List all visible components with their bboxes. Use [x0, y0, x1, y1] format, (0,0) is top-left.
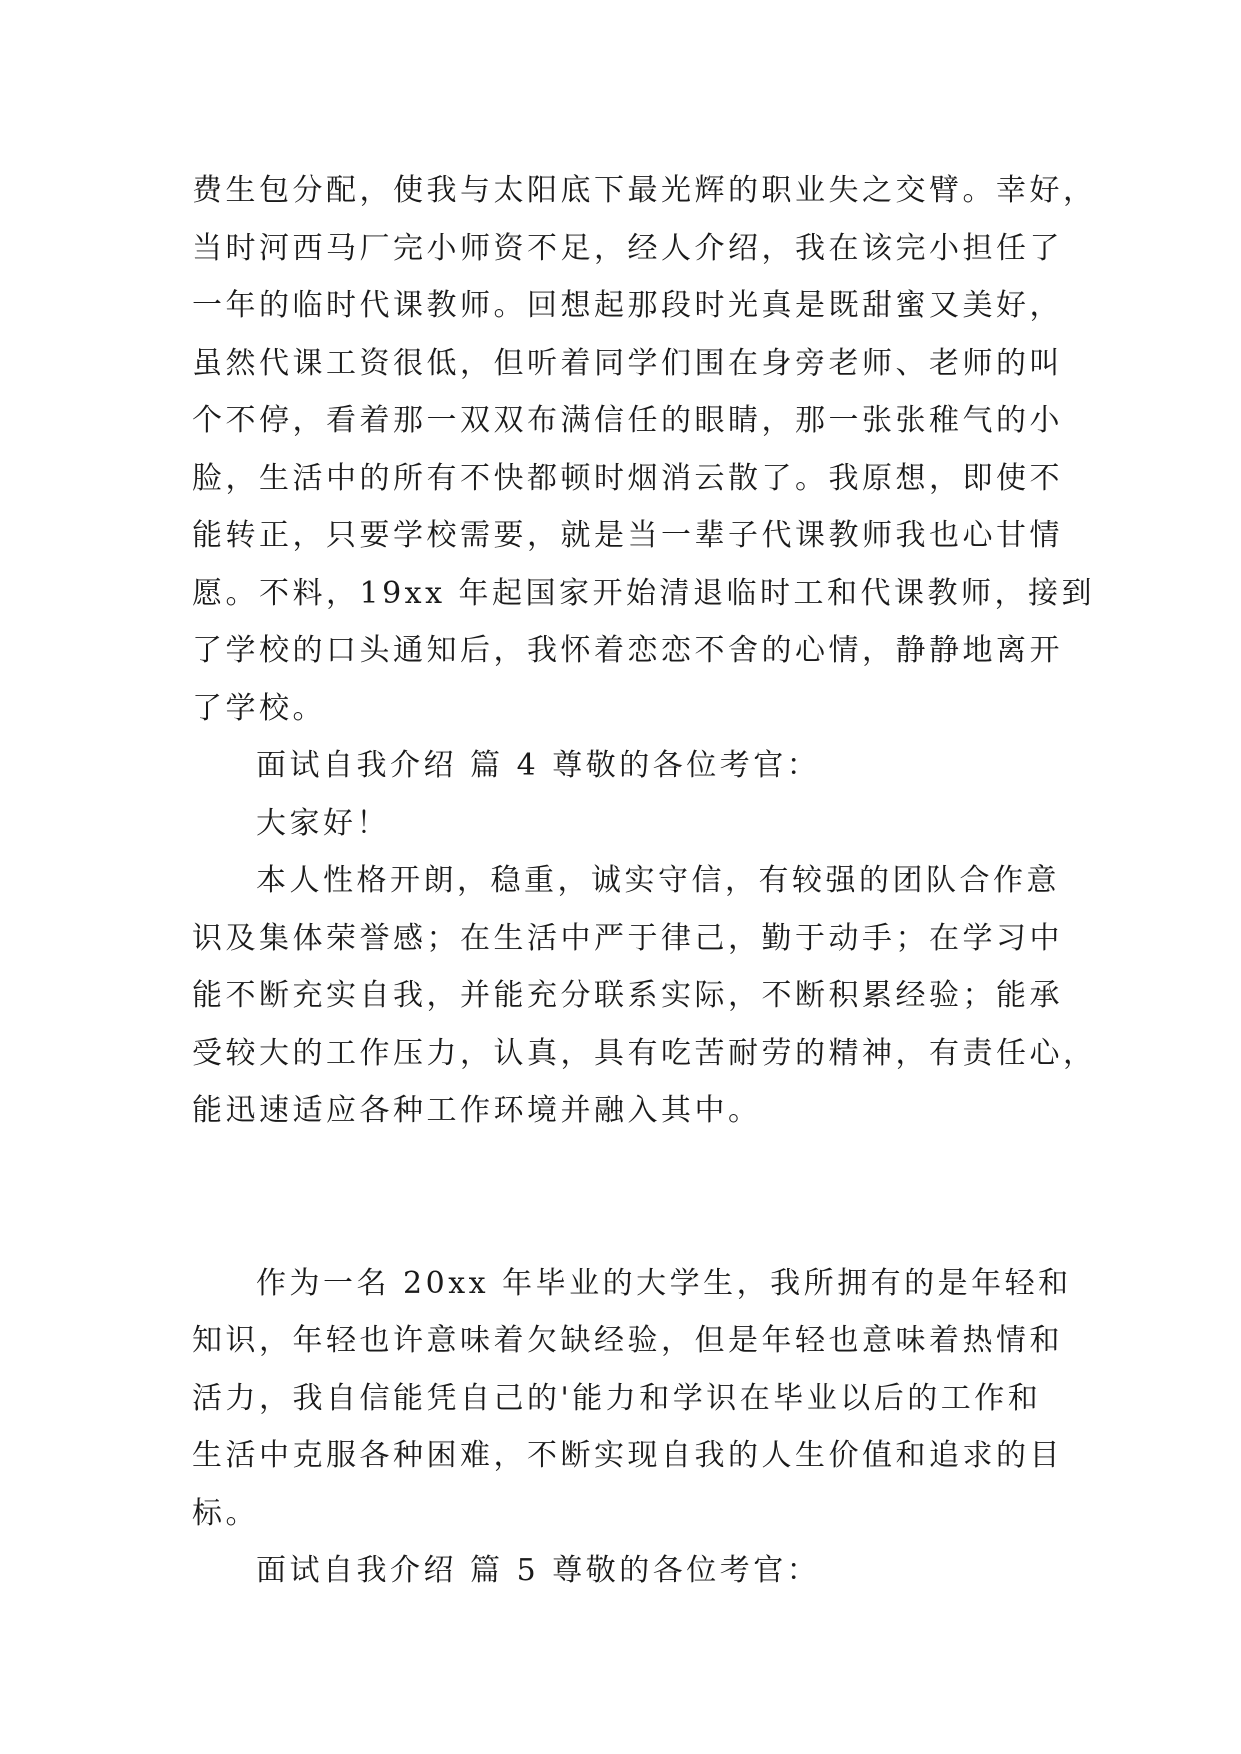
text-line: 脸，生活中的所有不快都顿时烟消云散了。我原想，即使不 [192, 460, 1063, 496]
text-line: 生活中克服各种困难，不断实现自我的人生价值和追求的目 [192, 1438, 1063, 1473]
text-line: 个不停，看着那一双双布满信任的眼睛，那一张张稚气的小 [192, 403, 1063, 438]
text-line: 一年的临时代课教师。回想起那段时光真是既甜蜜又美好， [192, 288, 1063, 323]
section-heading-5: 面试自我介绍 篇 5 尊敬的各位考官： [256, 1553, 821, 1588]
text-line: 当时河西马厂完小师资不足，经人介绍，我在该完小担任了 [192, 230, 1063, 266]
text-line: 标。 [192, 1495, 259, 1531]
text-line: 识及集体荣誉感；在生活中严于律己，勤于动手；在学习中 [192, 920, 1063, 956]
paragraph-gap [192, 1140, 1052, 1255]
text-line: 了学校。 [192, 690, 326, 726]
greeting: 大家好！ [256, 805, 390, 841]
section-heading-4: 面试自我介绍 篇 4 尊敬的各位考官： [256, 748, 821, 783]
text-line: 能转正，只要学校需要，就是当一辈子代课教师我也心甘情 [192, 518, 1063, 553]
text-line: 能不断充实自我，并能充分联系实际，不断积累经验；能承 [192, 978, 1063, 1013]
text-line: 愿。不料，19xx 年起国家开始清退临时工和代课教师，接到 [192, 575, 1096, 611]
text-line: 本人性格开朗，稳重，诚实守信，有较强的团队合作意 [256, 863, 1060, 898]
text-line: 知识，年轻也许意味着欠缺经验，但是年轻也意味着热情和 [192, 1323, 1063, 1358]
document-body [192, 162, 1097, 1600]
text-line: 能迅速适应各种工作环境并融入其中。 [192, 1093, 762, 1128]
paragraph-self-description [192, 852, 1097, 1140]
text-line: 作为一名 20xx 年毕业的大学生，我所拥有的是年轻和 [256, 1265, 1072, 1301]
text-line: 费生包分配，使我与太阳底下最光辉的职业失之交臂。幸好， [192, 173, 1097, 208]
text-line: 受较大的工作压力，认真，具有吃苦耐劳的精神，有责任心， [192, 1035, 1097, 1071]
text-line: 了学校的口头通知后，我怀着恋恋不舍的心情，静静地离开 [192, 633, 1063, 668]
text-line: 活力，我自信能凭自己的'能力和学识在毕业以后的工作和 [192, 1380, 1042, 1416]
paragraph-graduate [192, 1255, 1072, 1543]
text-line: 虽然代课工资很低，但听着同学们围在身旁老师、老师的叫 [192, 345, 1063, 381]
paragraph-continued [192, 162, 1097, 737]
